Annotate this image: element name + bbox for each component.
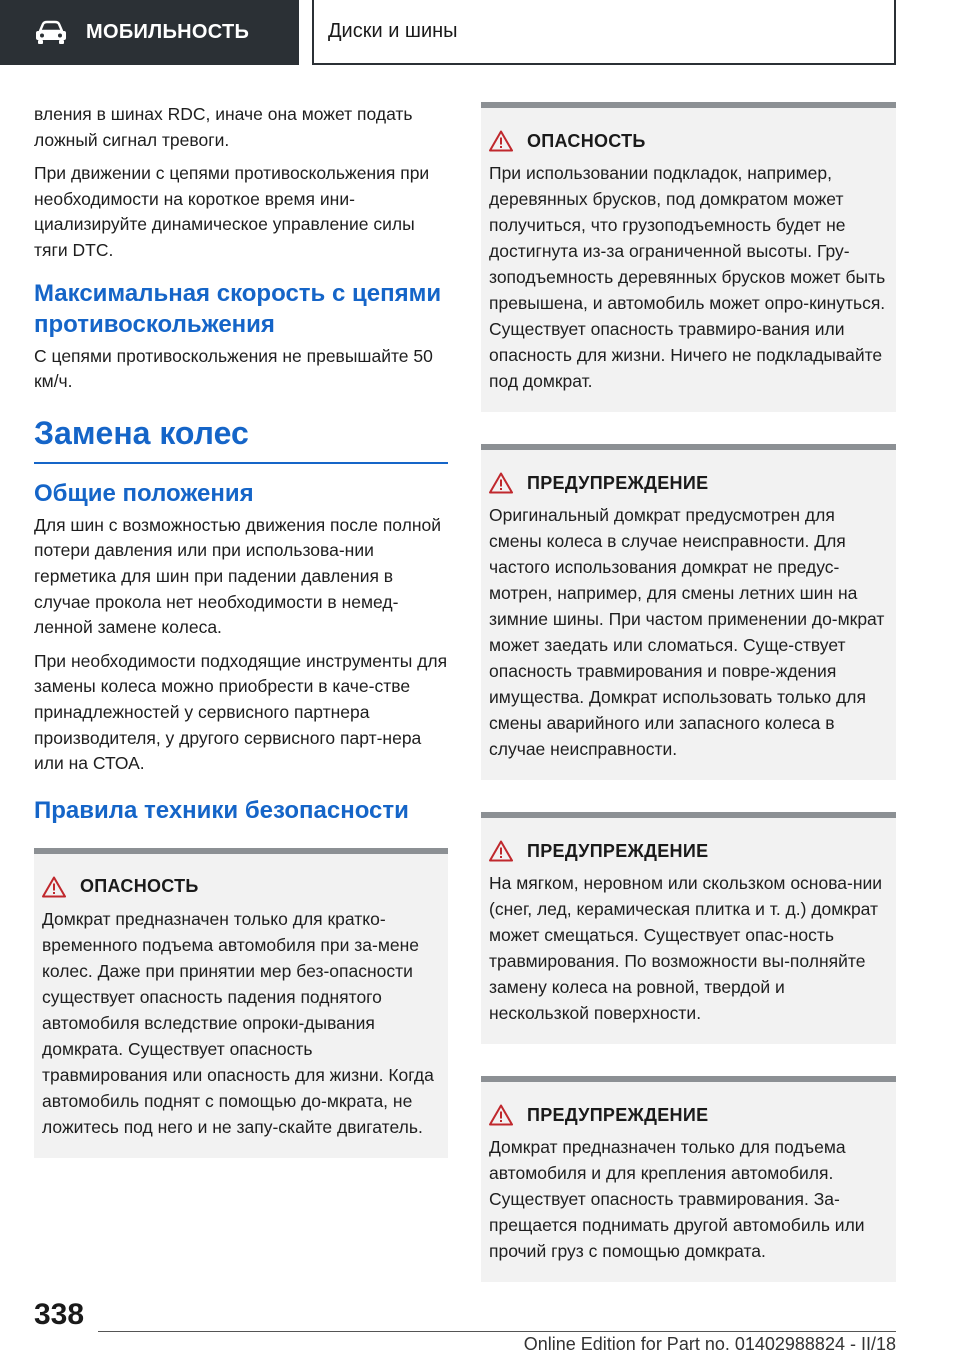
heading-max-speed: Максимальная скорость с цепями противоскольжения bbox=[34, 279, 442, 338]
warning-box-title: ОПАСНОСТЬ bbox=[527, 130, 646, 151]
warning-triangle-icon bbox=[489, 472, 513, 494]
warning-triangle-icon bbox=[489, 1104, 513, 1126]
warning-box-header bbox=[489, 1104, 888, 1126]
car-icon bbox=[34, 20, 68, 46]
paragraph-runflat: Для шин с возможностью движения после полной потери давления или при использова-нии герметика для шин при падении давления в случае прокола нет необходимости в немед-ленной замене колеса. bbox=[34, 514, 442, 638]
warning-box-header bbox=[489, 472, 888, 494]
heading-safety: Правила техники безопасности bbox=[34, 796, 409, 824]
warning-triangle-icon bbox=[42, 876, 66, 898]
heading-wheel-change: Замена колес bbox=[34, 415, 448, 464]
warning-box-text: Домкрат предназначен только для подъема автомобиля и для крепления автомобиля. Существует опасность травмирования. За-прещается поднимать другой автомобиль или прочий груз с помощью домкрата. bbox=[489, 1137, 865, 1261]
warning-box-title: ПРЕДУПРЕЖДЕНИЕ bbox=[527, 840, 709, 861]
paragraph-tools: При необходимости подходящие инструменты для замены колеса можно приобрести в каче-стве принадлежностей у сервисного партнера производителя, у другого сервисного парт-нера или на СТОА. bbox=[34, 650, 448, 774]
warning-box-title: ПРЕДУПРЕЖДЕНИЕ bbox=[527, 1104, 709, 1125]
paragraph-dtc: При движении с цепями противоскольжения при необходимости на короткое время ини-циализируйте динамическое управление силы тяги DTC. bbox=[34, 163, 430, 260]
footer-divider bbox=[98, 1331, 896, 1332]
warning-triangle-icon bbox=[489, 840, 513, 862]
warning-box-caution-3 bbox=[481, 1076, 896, 1282]
warning-box-header bbox=[489, 840, 888, 862]
warning-box-text: При использовании подкладок, например, деревянных брусков, под домкратом может получиться, что грузоподъемность будет не достигнута из-за ограниченной высоты. Гру-зоподъемность деревянных брусков может быть превышена, и автомобиль может опро-кинуться. Существует опасность травмиро-вания или опасность для жизни. Ничего не подкладывайте под домкрат. bbox=[489, 163, 886, 391]
paragraph-rdc: вления в шинах RDC, иначе она может подать ложный сигнал тревоги. bbox=[34, 104, 413, 150]
warning-box-header bbox=[489, 130, 888, 152]
page-number: 338 bbox=[34, 1298, 85, 1331]
warning-box-caution-1 bbox=[481, 444, 896, 780]
warning-box-title: ОПАСНОСТЬ bbox=[80, 876, 199, 897]
warning-box-text: Домкрат предназначен только для кратко-временного подъема автомобиля при за-мене колес. Даже при принятии мер без-опасности существует опасность падения поднятого автомобиля вследствие опроки-дывания домкрата. Существует опасность травмирования или опасность для жизни. Когда автомобиль поднят с помощью до-мкрата, не ложитесь под него и не запу-скайте двигатель. bbox=[42, 908, 434, 1137]
warning-box-danger-2 bbox=[481, 102, 896, 412]
warning-box-danger-1 bbox=[34, 848, 448, 1158]
warning-box-text: На мягком, неровном или скользком основа-нии (снег, лед, керамическая плитка и т. д.) домкрат может смещаться. Существует опас-ность травмирования. По возможности вы-полняйте замену колеса на ровной, твердой и нескользкой поверхности. bbox=[489, 873, 883, 1023]
breadcrumb bbox=[312, 0, 896, 65]
warning-box-title: ПРЕДУПРЕЖДЕНИЕ bbox=[527, 472, 709, 493]
heading-general: Общие положения bbox=[34, 479, 254, 507]
section-title: МОБИЛЬНОСТЬ bbox=[86, 21, 250, 43]
breadcrumb-label: Диски и шины bbox=[328, 20, 458, 42]
warning-box-header bbox=[42, 876, 440, 898]
section-tab bbox=[0, 0, 299, 65]
paragraph-speed: С цепями противоскольжения не превышайте 50 км/ч. bbox=[34, 345, 433, 392]
footer-edition: Online Edition for Part no. 01402988824 - II/18 bbox=[523, 1334, 896, 1354]
warning-box-caution-2 bbox=[481, 812, 896, 1044]
warning-box-text: Оригинальный домкрат предусмотрен для смены колеса в случае неисправности. Для частого использования домкрат не предус-мотрен, например, для смены летних шин на зимние шины. При частом применении до-мкрат может заедать или сломаться. Суще-ствует опасность травмирования и повре-ждения имущества. Домкрат использовать только для смены аварийного или запасного колеса в случае неисправности. bbox=[489, 505, 885, 759]
left-column bbox=[34, 102, 448, 1158]
right-column bbox=[481, 102, 896, 1282]
warning-triangle-icon bbox=[489, 130, 513, 152]
